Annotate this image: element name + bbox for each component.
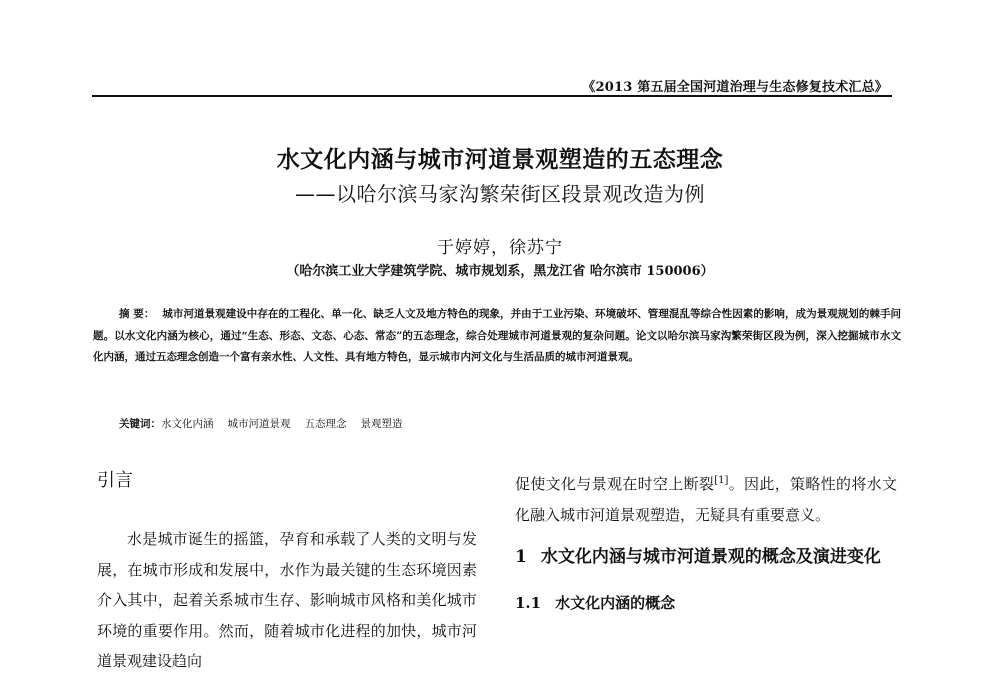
subsection-heading-1-1: 1.1 水文化内涵的概念 [515, 594, 676, 612]
keywords [119, 416, 417, 431]
left-column [97, 466, 477, 677]
header-rule [92, 95, 892, 97]
keyword: 城市河道景观 [227, 418, 291, 430]
section-heading-intro: 引言 [97, 470, 133, 491]
continued-paragraph: 促使文化与景观在时空上断裂[1]。因此，策略性的将水文化融入城市河道景观塑造，无疑具有重要意义。 [515, 475, 897, 524]
abstract-label: 摘 要： [119, 308, 155, 320]
citation: [1] [714, 475, 729, 486]
author-list: 于婷婷，徐苏宁 [437, 238, 563, 258]
affiliation: （哈尔滨工业大学建筑学院、城市规划系，黑龙江省 哈尔滨市 150006） [286, 264, 714, 279]
abstract-text: 城市河道景观建设中存在的工程化、单一化、缺乏人文及地方特色的现象，并由于工业污染、环境破坏、管理混乱等综合性因素的影响，成为景观规划的棘手问题。以水文化内涵为核心，通过“生态、形态、文态、心态、常态”的五态理念，综合处理城市河道景观的复杂问题。论文以哈尔滨马家沟繁荣街区段为例，深入挖掘城市水文化内涵，通过五态理念创造一个富有亲水性、人文性、具有地方特色，显示城市内河文化与生活品质的城市河道景观。 [93, 308, 902, 363]
paper-subtitle: ——以哈尔滨马家沟繁荣街区段景观改造为例 [295, 182, 705, 206]
keyword: 景观塑造 [360, 418, 403, 430]
abstract [93, 304, 901, 369]
paper-title: 水文化内涵与城市河道景观塑造的五态理念 [276, 147, 724, 173]
right-column [515, 466, 897, 613]
keywords-label: 关键词： [119, 418, 161, 430]
running-header: 《2013 第五届全国河道治理与生态修复技术汇总》 [582, 80, 888, 95]
intro-paragraph: 水是城市诞生的摇篮，孕育和承载了人类的文明与发展，在城市形成和发展中，水作为最关键的生态环境因素介入其中，起着关系城市生存、影响城市风格和美化城市环境的重要作用。然而，随着城市化进程的加快，城市河道景观建设趋向 [97, 530, 477, 670]
keyword: 水文化内涵 [161, 418, 214, 430]
keyword: 五态理念 [304, 418, 347, 430]
section-heading-1: 1 水文化内涵与城市河道景观的概念及演进变化 [515, 547, 881, 567]
